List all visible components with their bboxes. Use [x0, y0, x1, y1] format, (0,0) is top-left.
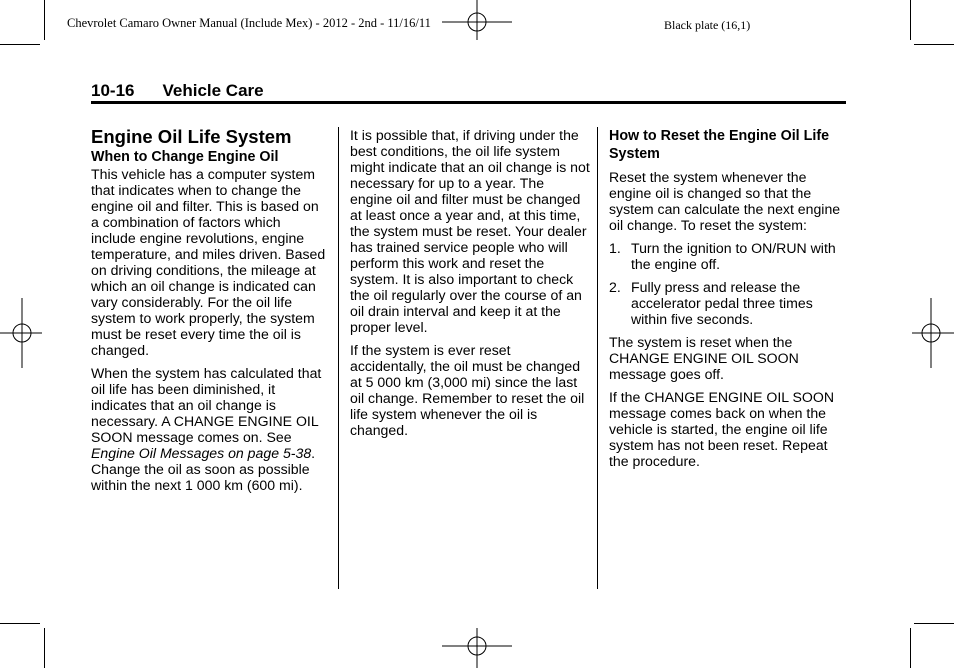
print-slug-right: Black plate (16,1)	[664, 18, 751, 32]
column-divider-2	[597, 127, 598, 589]
cross-reference-link[interactable]: Engine Oil Messages on page 5-38	[91, 445, 312, 461]
paragraph: If the CHANGE ENGINE OIL SOON message comes back on when the vehicle is started, the engine oil life system has not been reset. Repeat the procedure.	[609, 389, 835, 469]
section-title: Vehicle Care	[162, 81, 264, 100]
header-rule	[91, 101, 846, 104]
column-2	[350, 127, 590, 438]
section-heading: Engine Oil Life System	[91, 126, 292, 147]
paragraph: This vehicle has a computer system that indicates when to change the engine oil and filter. This is based on a combination of factors which include engine revolutions, engine temperature, and miles driven. Based on driving conditions, the mileage at which an oil change is indicated can vary considerably. For the oil life system to work properly, the system must be reset every time the oil is changed.	[91, 166, 326, 358]
subsection-heading: When to Change Engine Oil	[91, 149, 279, 165]
list-item: 1. Turn the ignition to ON/RUN with the engine off.	[609, 240, 836, 272]
column-divider-1	[338, 127, 339, 589]
paragraph: If the system is ever reset accidentally, the oil must be changed at 5 000 km (3,000 mi) since the last oil change. Remember to reset the oil life system whenever the oil is changed.	[350, 342, 585, 438]
page-header	[91, 81, 264, 101]
paragraph: Reset the system whenever the engine oil is changed so that the system can calculate the next engine oil change. To reset the system:	[609, 169, 841, 233]
column-1	[91, 126, 329, 493]
paragraph: When the system has calculated that oil life has been diminished, it indicates that an oil change is necessary. A CHANGE ENGINE OIL SOON message comes on. See Engine Oil Messages on page 5-38. Change the oil as soon as possible within the next 1 000 km (600 mi).	[91, 365, 322, 493]
print-slug-left: Chevrolet Camaro Owner Manual (Include Mex) - 2012 - 2nd - 11/16/11	[67, 16, 431, 30]
steps-list	[609, 240, 849, 327]
page-number: 10-16	[91, 81, 135, 100]
list-item: 2. Fully press and release the accelerator pedal three times within five seconds.	[609, 279, 813, 327]
column-3	[609, 126, 849, 469]
paragraph: The system is reset when the CHANGE ENGINE OIL SOON message goes off.	[609, 334, 799, 382]
paragraph: It is possible that, if driving under the best conditions, the oil life system might indicate that an oil change is not necessary for up to a year. The engine oil and filter must be changed at least once a year and, at this time, the system must be reset. Your dealer has trained service people who will perform this work and reset the system. It is also important to check the oil regularly over the course of an oil drain interval and keep it at the proper level.	[350, 127, 590, 335]
subsection-heading: How to Reset the Engine Oil Life System	[609, 128, 830, 162]
